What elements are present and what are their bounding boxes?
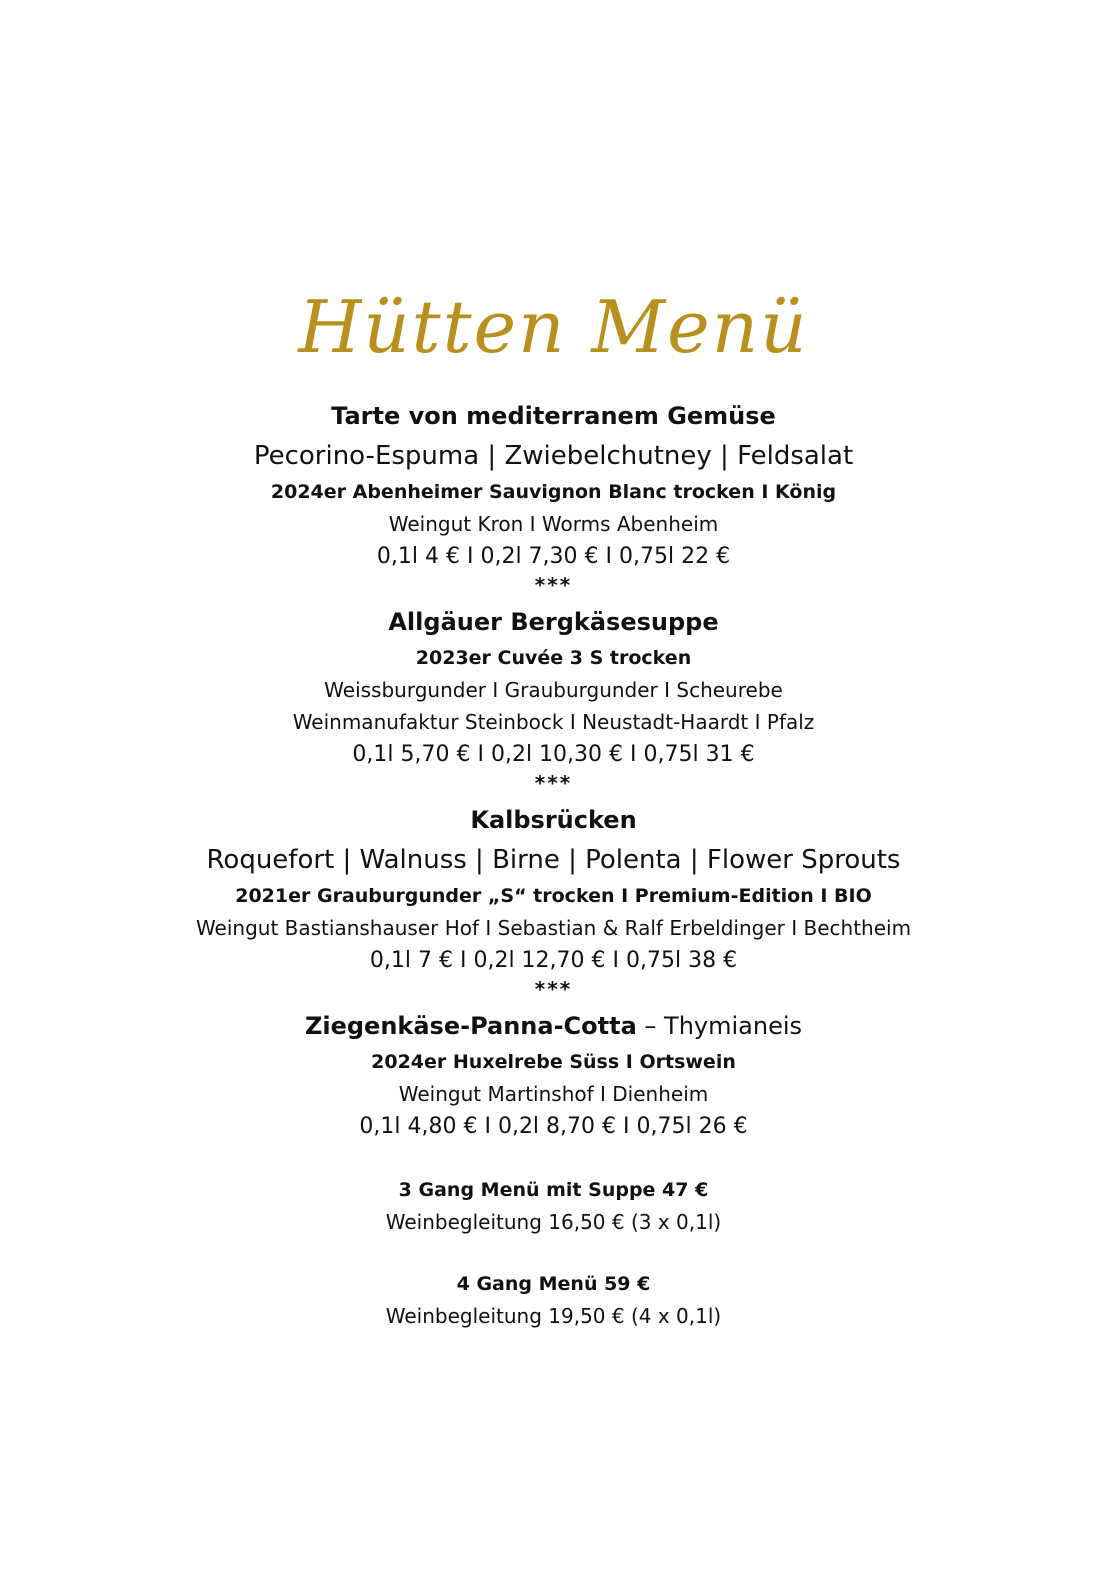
winery: Weingut Kron I Worms Abenheim <box>388 512 719 536</box>
dish-title: Kalbsrücken <box>470 806 637 834</box>
wine-name: 2024er Abenheimer Sauvignon Blanc trocken I König <box>270 481 837 503</box>
menu-title <box>0 262 1107 392</box>
wine-name: 2021er Grauburgunder „S“ trocken I Premium-Edition I BIO <box>235 885 872 907</box>
offer-title: 4 Gang Menü 59 € <box>456 1273 651 1295</box>
dish-title: Tarte von mediterranem Gemüse <box>331 402 776 430</box>
dish-details: Pecorino-Espuma | Zwiebelchutney | Feldsalat <box>253 441 854 471</box>
offer-4-course <box>0 1268 1107 1332</box>
course-separator: *** <box>534 573 573 597</box>
winery: Weingut Bastianshauser Hof I Sebastian & Ralf Erbeldinger I Bechtheim <box>195 916 912 940</box>
menu-title-text: Hütten Menü <box>298 285 809 369</box>
course-1 <box>0 396 1107 596</box>
course-2 <box>0 602 1107 794</box>
offer-pairing: Weinbegleitung 16,50 € (3 x 0,1l) <box>385 1210 722 1234</box>
offer-title: 3 Gang Menü mit Suppe 47 € <box>398 1179 709 1201</box>
course-separator: *** <box>534 977 573 1001</box>
wine-prices: 0,1l 4 € I 0,2l 7,30 € I 0,75l 22 € <box>376 544 731 569</box>
winery: Weingut Martinshof I Dienheim <box>398 1082 709 1106</box>
wine-name: 2023er Cuvée 3 S trocken <box>415 647 692 669</box>
dish-title: Allgäuer Bergkäsesuppe <box>388 608 719 636</box>
wine-prices: 0,1l 5,70 € I 0,2l 10,30 € I 0,75l 31 € <box>352 742 755 767</box>
dish-suffix: – Thymianeis <box>636 1012 803 1040</box>
offer-3-course <box>0 1174 1107 1238</box>
wine-prices: 0,1l 4,80 € I 0,2l 8,70 € I 0,75l 26 € <box>359 1114 748 1139</box>
dish-title: Ziegenkäse-Panna-Cotta <box>304 1012 637 1040</box>
menu-courses <box>0 396 1107 1332</box>
offer-pairing: Weinbegleitung 19,50 € (4 x 0,1l) <box>385 1304 722 1328</box>
course-separator: *** <box>534 771 573 795</box>
course-4 <box>0 1006 1107 1144</box>
dish-title-line <box>0 1006 1107 1046</box>
course-3 <box>0 800 1107 1000</box>
wine-prices: 0,1l 7 € I 0,2l 12,70 € I 0,75l 38 € <box>369 948 738 973</box>
dish-details: Roquefort | Walnuss | Birne | Polenta | Flower Sprouts <box>206 845 901 875</box>
wine-name: 2024er Huxelrebe Süss I Ortswein <box>371 1051 736 1073</box>
wine-grapes: Weissburgunder I Grauburgunder I Scheurebe <box>324 678 783 702</box>
winery: Weinmanufaktur Steinbock I Neustadt-Haardt I Pfalz <box>292 710 815 734</box>
